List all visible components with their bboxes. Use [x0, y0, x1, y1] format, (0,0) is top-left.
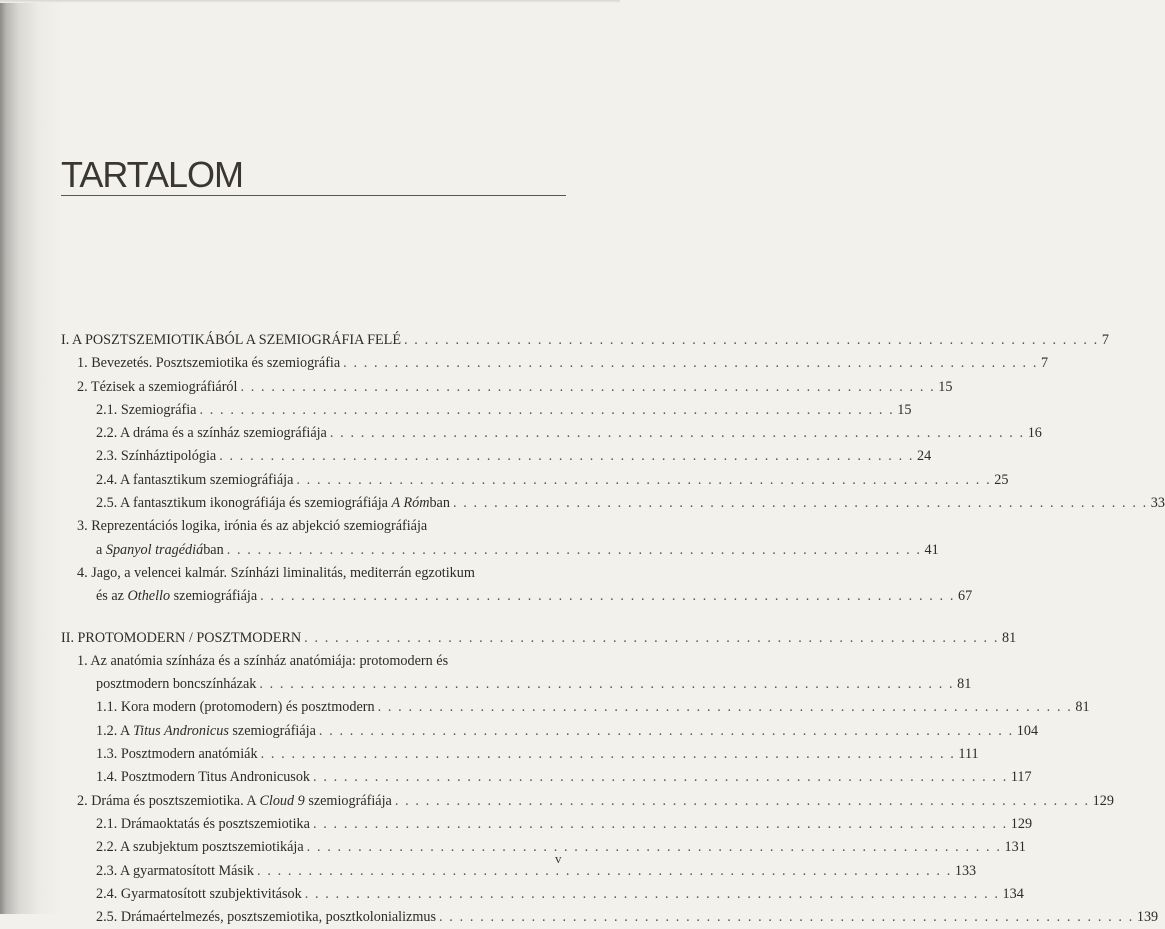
toc-entry [61, 376, 953, 399]
dot-leader: . . . . . . . . . . . . . . . . . . . . . . . . . . . . . . . . . . . . . . . . . . . . . . . . . . . . . . . . . . . . . . . . . . . . [240, 378, 936, 395]
toc-entry [61, 399, 912, 422]
toc-page-number: 15 [897, 401, 912, 418]
label-text: szemiográfiája [170, 588, 258, 605]
dot-leader: . . . . . . . . . . . . . . . . . . . . . . . . . . . . . . . . . . . . . . . . . . . . . . . . . . . . . . . . . . . . . . . . . . . . [404, 332, 1099, 348]
toc-entry-label [96, 720, 316, 743]
dot-leader: . . . . . . . . . . . . . . . . . . . . . . . . . . . . . . . . . . . . . . . . . . . . . . . . . . . . . . . . . . . . . . . . . . . . [260, 746, 956, 763]
dot-leader: . . . . . . . . . . . . . . . . . . . . . . . . . . . . . . . . . . . . . . . . . . . . . . . . . . . . . . . . . . . . . . . . . . . . [439, 909, 1134, 926]
label-text: 2.5. A fantasztikum ikonográfiája és szemiográfiája [96, 495, 392, 512]
toc-entry-label: 2.2. A dráma és a színház szemiográfiája [96, 425, 327, 442]
toc-entry-label: 1. Bevezetés. Posztszemiotika és szemiográfia [77, 355, 341, 372]
toc-page-number: 67 [957, 588, 973, 605]
dot-leader: . . . . . . . . . . . . . . . . . . . . . . . . . . . . . . . . . . . . . . . . . . . . . . . . . . . . . . . . . . . . . . . . . . . . [452, 495, 1148, 512]
toc-page-number: 134 [1002, 885, 1024, 902]
toc-page-number: 7 [1041, 355, 1049, 372]
label-text: szemiográfiája [304, 792, 392, 809]
toc-entry-label: 2.1. Szemiográfia [96, 401, 197, 418]
toc-page-number: 41 [924, 541, 939, 558]
toc-entry [61, 860, 977, 883]
dot-leader: . . . . . . . . . . . . . . . . . . . . . . . . . . . . . . . . . . . . . . . . . . . . . . . . . . . . . . . . . . . . . . . . . . . . [304, 885, 1000, 902]
toc-page-number: 81 [1075, 699, 1090, 716]
toc-entry-label [96, 585, 257, 608]
toc-page-number: 33 [1150, 495, 1165, 512]
toc-entry [61, 813, 1033, 836]
label-text: szemiográfiája [228, 722, 316, 739]
dot-leader: . . . . . . . . . . . . . . . . . . . . . . . . . . . . . . . . . . . . . . . . . . . . . . . . . . . . . . . . . . . . . . . . . . . . [312, 815, 1008, 832]
toc-entry [61, 790, 1114, 813]
italic-title: Spanyol tragédiá [105, 541, 204, 558]
toc-page-number: 81 [957, 676, 972, 693]
dot-leader: . . . . . . . . . . . . . . . . . . . . . . . . . . . . . . . . . . . . . . . . . . . . . . . . . . . . . . . . . . . . . . . . . . . . [257, 862, 952, 879]
toc-entry [61, 650, 566, 673]
toc-entry [61, 743, 979, 766]
toc-entry-label [96, 492, 450, 515]
toc-entry-label: 2.4. Gyarmatosított szubjektivitások [96, 885, 302, 902]
toc-entry [61, 673, 972, 696]
book-gutter-shadow [0, 0, 62, 914]
toc-entry-label: 2.5. Drámaértelmezés, posztszemiotika, posztkolonializmus [96, 909, 437, 926]
toc-entry [61, 445, 932, 468]
toc-page-number: 111 [958, 746, 979, 763]
toc-entry-label: 2.1. Drámaoktatás és posztszemiotika [96, 815, 310, 832]
label-text: ban [203, 541, 224, 558]
toc-entry [61, 469, 1009, 492]
toc-page-number: 81 [1001, 629, 1017, 646]
label-text: 2. Dráma és posztszemiotika. A [77, 792, 260, 809]
toc-entry [61, 329, 1109, 352]
toc-page-number: 117 [1010, 769, 1032, 786]
dot-leader: . . . . . . . . . . . . . . . . . . . . . . . . . . . . . . . . . . . . . . . . . . . . . . . . . . . . . . . . . . . . . . . . . . . . [394, 792, 1090, 809]
page-top-edge [0, 0, 620, 3]
dot-leader: . . . . . . . . . . . . . . . . . . . . . . . . . . . . . . . . . . . . . . . . . . . . . . . . . . . . . . . . . . . . . . . . . . . . [304, 629, 999, 646]
toc-entry [61, 627, 1017, 650]
toc-entry-label: 2.3. Színháztipológia [96, 448, 217, 465]
dot-leader: . . . . . . . . . . . . . . . . . . . . . . . . . . . . . . . . . . . . . . . . . . . . . . . . . . . . . . . . . . . . . . . . . . . . [313, 769, 1008, 786]
toc-page-number: 129 [1092, 792, 1114, 809]
toc-entry-label [96, 539, 224, 562]
label-text: 1.2. A [96, 722, 134, 739]
toc-entry-label: I. A POSZTSZEMIOTIKÁBÓL A SZEMIOGRÁFIA FELÉ [61, 332, 401, 348]
toc-entry [61, 720, 1039, 743]
toc-entry-label: 2.2. A szubjektum posztszemiotikája [96, 839, 304, 856]
italic-title: A Róm [391, 495, 430, 512]
dot-leader: . . . . . . . . . . . . . . . . . . . . . . . . . . . . . . . . . . . . . . . . . . . . . . . . . . . . . . . . . . . . . . . . . . . . [318, 722, 1014, 739]
toc-entry-label: 3. Reprezentációs logika, irónia és az abjekció szemiográfiája [77, 518, 428, 535]
toc-entry [61, 906, 1159, 929]
dot-leader: . . . . . . . . . . . . . . . . . . . . . . . . . . . . . . . . . . . . . . . . . . . . . . . . . . . . . . . . . . . . . . . . . . . . [306, 839, 1002, 856]
toc-entry [61, 696, 1090, 719]
italic-title: Othello [127, 588, 171, 605]
toc-entry [61, 352, 1049, 375]
toc-entry-label: 1.1. Kora modern (protomodern) és posztmodern [96, 699, 375, 716]
toc-entry [61, 883, 1024, 906]
toc-entry-label: II. PROTOMODERN / POSZTMODERN [61, 629, 302, 646]
toc-entry-label: 1.4. Posztmodern Titus Andronicusok [96, 769, 311, 786]
toc-entry [61, 515, 566, 538]
dot-leader: . . . . . . . . . . . . . . . . . . . . . . . . . . . . . . . . . . . . . . . . . . . . . . . . . . . . . . . . . . . . . . . . . . . . [226, 541, 922, 558]
toc-entry-label: 1.3. Posztmodern anatómiák [96, 746, 258, 763]
toc-page-number: 131 [1004, 839, 1026, 856]
toc-entry-label: 4. Jago, a velencei kalmár. Színházi liminalitás, mediterrán egzotikum [77, 564, 475, 581]
toc-entry-label: 2. Tézisek a szemiográfiáról [77, 378, 238, 395]
table-of-contents [61, 329, 1165, 929]
toc-page-number: 133 [954, 862, 977, 879]
italic-title: Titus Andronicus [133, 722, 229, 739]
toc-page-number: 16 [1027, 425, 1042, 442]
dot-leader: . . . . . . . . . . . . . . . . . . . . . . . . . . . . . . . . . . . . . . . . . . . . . . . . . . . . . . . . . . . . . . . . . . . . [199, 401, 895, 418]
label-text: a [96, 541, 106, 558]
toc-entry [61, 562, 566, 585]
toc-entry-label: 1. Az anatómia színháza és a színház anatómiája: protomodern és [77, 652, 449, 669]
toc-entry-label: 2.4. A fantasztikum szemiográfiája [96, 471, 294, 488]
toc-entry [61, 492, 1165, 515]
toc-page-number: 129 [1010, 815, 1033, 832]
toc-entry-label: posztmodern boncszínházak [96, 676, 257, 693]
toc-entry [61, 539, 939, 562]
toc-page-number: 7 [1101, 332, 1109, 348]
dot-leader: . . . . . . . . . . . . . . . . . . . . . . . . . . . . . . . . . . . . . . . . . . . . . . . . . . . . . . . . . . . . . . . . . . . . [377, 699, 1073, 716]
toc-entry [61, 836, 1026, 859]
toc-page-number: 139 [1136, 909, 1159, 926]
toc-page-number: 15 [938, 378, 953, 395]
dot-leader: . . . . . . . . . . . . . . . . . . . . . . . . . . . . . . . . . . . . . . . . . . . . . . . . . . . . . . . . . . . . . . . . . . . . [329, 425, 1025, 442]
page-number: v [555, 851, 562, 866]
toc-entry-label: 2.3. A gyarmatosított Másik [96, 862, 255, 879]
toc-entry [61, 422, 1042, 445]
dot-leader: . . . . . . . . . . . . . . . . . . . . . . . . . . . . . . . . . . . . . . . . . . . . . . . . . . . . . . . . . . . . . . . . . . . . [343, 355, 1038, 372]
toc-entry [61, 585, 973, 608]
italic-title: Cloud 9 [259, 792, 305, 809]
dot-leader: . . . . . . . . . . . . . . . . . . . . . . . . . . . . . . . . . . . . . . . . . . . . . . . . . . . . . . . . . . . . . . . . . . . . [219, 448, 915, 465]
label-text: ban [429, 495, 450, 512]
toc-page-number: 104 [1016, 722, 1039, 739]
toc-entry-label [77, 790, 392, 813]
dot-leader: . . . . . . . . . . . . . . . . . . . . . . . . . . . . . . . . . . . . . . . . . . . . . . . . . . . . . . . . . . . . . . . . . . . . [259, 676, 955, 693]
dot-leader: . . . . . . . . . . . . . . . . . . . . . . . . . . . . . . . . . . . . . . . . . . . . . . . . . . . . . . . . . . . . . . . . . . . . [296, 471, 992, 488]
toc-page-number: 25 [994, 471, 1009, 488]
toc-entry [61, 766, 1032, 789]
title-rule [61, 195, 566, 196]
label-text: és az [96, 588, 128, 605]
dot-leader: . . . . . . . . . . . . . . . . . . . . . . . . . . . . . . . . . . . . . . . . . . . . . . . . . . . . . . . . . . . . . . . . . . . . [260, 588, 955, 605]
page-title: TARTALOM [61, 154, 244, 195]
toc-page-number: 24 [917, 448, 932, 465]
